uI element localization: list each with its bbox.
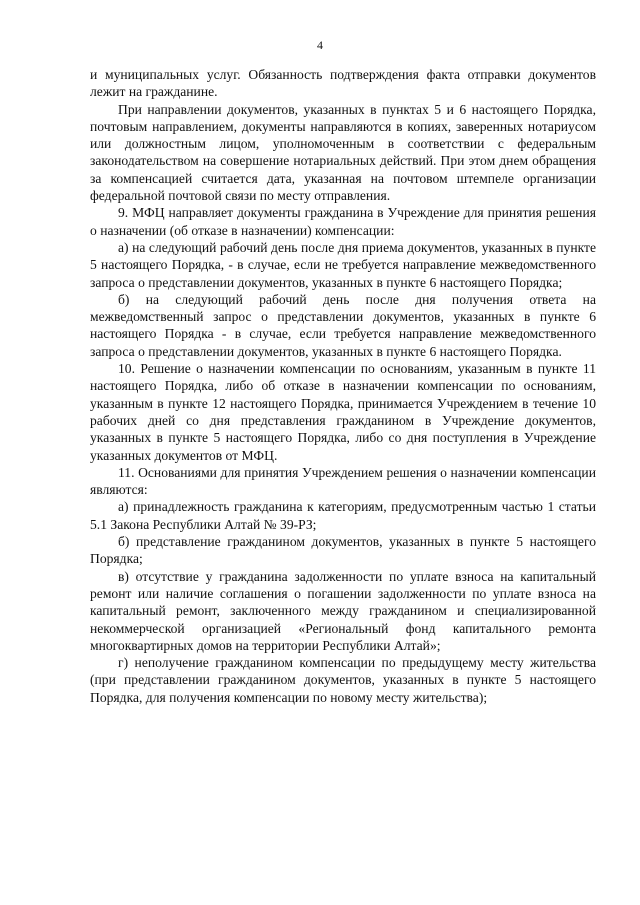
- paragraph-item-9b: б) на следующий рабочий день после дня получения ответа на межведомственный запрос о представлении документов, указанных в пункте 6 настоящего Порядка - в случае, если требуется направление межведомственного запроса о представлении документов, указанных в пункте 6 настоящего Порядка.: [90, 291, 596, 359]
- paragraph-item-11: 11. Основаниями для принятия Учреждением решения о назначении компенсации являются:: [90, 464, 596, 498]
- paragraph-item-11a: а) принадлежность гражданина к категориям, предусмотренным частью 1 статьи 5.1 Закона Республики Алтай № 39-РЗ;: [90, 499, 596, 532]
- page-number: 4: [317, 38, 323, 52]
- paragraph-item-10: 10. Решение о назначении компенсации по основаниям, указанным в пункте 11 настоящего Порядка, либо об отказе в назначении компенсации по основаниям, указанным в пункте 12 настоящего Порядка, принимается Учреждением в течение 10 рабочих дней со дня представления гражданином в Учреждение документов, указанных в пункте 5 настоящего Порядка, либо со дня поступления в Учреждение указанных документов от МФЦ.: [90, 361, 596, 463]
- paragraph-continuation: и муниципальных услуг. Обязанность подтверждения факта отправки документов лежит на гражданине.: [90, 67, 596, 100]
- paragraph-item-9a: а) на следующий рабочий день после дня приема документов, указанных в пункте 5 настоящего Порядка, - в случае, если не требуется направление межведомственного запроса о представлении документов, указанных в пункте 6 настоящего Порядка;: [90, 239, 596, 290]
- paragraph-item-11d: г) неполучение гражданином компенсации по предыдущему месту жительства (при представлении гражданином документов, указанных в пункте 5 настоящего Порядка, для получения компенсации по новому месту жительства);: [90, 655, 596, 705]
- paragraph-item-9: 9. МФЦ направляет документы гражданина в Учреждение для принятия решения о назначении (об отказе в назначении) компенсации:: [90, 205, 596, 238]
- paragraph-item-11c: в) отсутствие у гражданина задолженности по уплате взноса на капитальный ремонт или наличие соглашения о погашении задолженности по уплате взноса на капитальный ремонт, заключенного между гражданином и специализированной некоммерческой организацией «Региональный фонд капитального ремонта многоквартирных домов на территории Республики Алтай»;: [90, 568, 596, 653]
- paragraph-postal-submission: При направлении документов, указанных в пунктах 5 и 6 настоящего Порядка, почтовым направлением, документы направляются в копиях, заверенных нотариусом или должностным лицом, уполномоченным в соответствии с федеральным законодательством на совершение нотариальных действий. При этом днем обращения за компенсацией считается дата, указанная на почтовом штемпеле организации федеральной почтовой связи по месту отправления.: [90, 101, 596, 204]
- paragraph-item-11b: б) представление гражданином документов, указанных в пункте 5 настоящего Порядка;: [90, 534, 596, 567]
- document-body: [90, 66, 596, 706]
